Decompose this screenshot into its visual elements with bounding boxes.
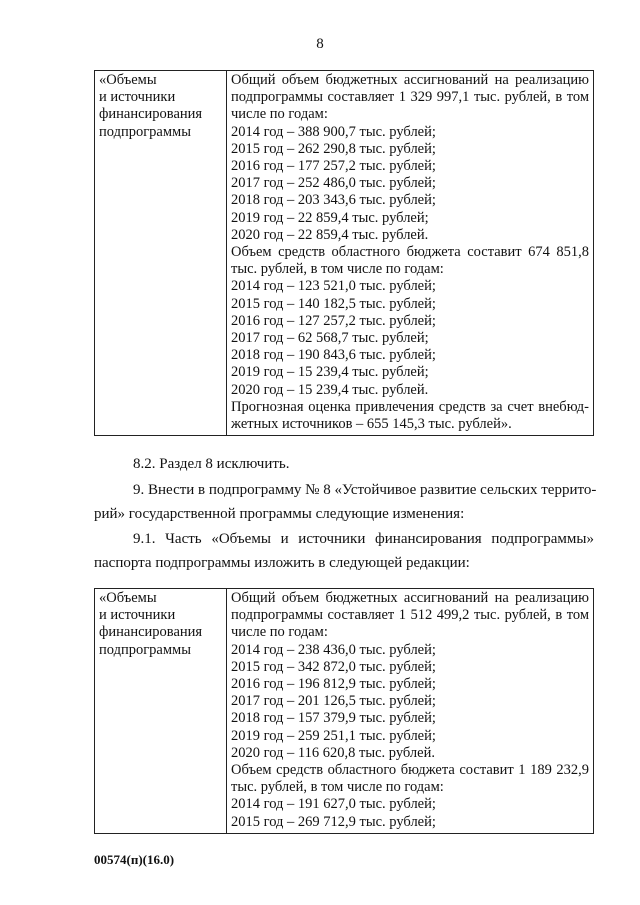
value-line: подпрограммы составляет 1 512 499,2 тыс. рублей, в том [231,607,589,624]
value-line: Прогнозная оценка привлечения средств за счет внебюд- [231,398,589,415]
label-line: и источники [99,607,176,624]
page-number: 8 [316,36,324,52]
table-row [95,589,594,834]
value-line: 2018 год – 157 379,9 тыс. рублей; [231,710,436,727]
value-line: тыс. рублей, в том числе по годам: [231,779,444,796]
value-line: 2014 год – 388 900,7 тыс. рублей; [231,123,436,140]
funding-label-cell [95,589,227,834]
value-line: 2018 год – 203 343,6 тыс. рублей; [231,192,436,209]
funding-value-cell [227,71,594,436]
label-line: «Объемы [99,590,157,606]
label-line: «Объемы [99,72,157,88]
value-line: 2020 год – 116 620,8 тыс. рублей. [231,744,435,761]
value-line: Общий объем бюджетных ассигнований на реализацию [231,72,589,88]
value-line: 2020 год – 15 239,4 тыс. рублей. [231,381,429,398]
document-code: 00574(п)(16.0) [94,852,175,867]
label-line: подпрограммы [99,123,191,140]
value-line: числе по годам: [231,624,328,641]
value-line: 2018 год – 190 843,6 тыс. рублей; [231,347,436,364]
value-line: 2019 год – 259 251,1 тыс. рублей; [231,727,436,744]
label-line: подпрограммы [99,641,191,658]
value-line: Общий объем бюджетных ассигнований на реализацию [231,590,589,606]
label-line: финансирования [99,106,203,123]
paragraph-9-1-line-2: паспорта подпрограммы изложить в следующей редакции: [94,555,470,571]
value-line: 2017 год – 252 486,0 тыс. рублей; [231,175,436,192]
funding-table-new [94,588,594,834]
value-line: 2014 год – 123 521,0 тыс. рублей; [231,278,436,295]
value-line: 2014 год – 238 436,0 тыс. рублей; [231,641,436,658]
funding-label-cell [95,71,227,436]
value-line: 2019 год – 22 859,4 тыс. рублей; [231,209,429,226]
paragraph-9-line-1: 9. Внести в подпрограмму № 8 «Устойчивое развитие сельских террито- [133,482,597,498]
paragraph-8-2: 8.2. Раздел 8 исключить. [133,456,290,472]
paragraph-9-1-line-1: 9.1. Часть «Объемы и источники финансирования подпрограммы» [133,531,594,547]
paragraph-9-line-2: рий» государственной программы следующие изменения: [94,506,465,522]
value-line: 2015 год – 140 182,5 тыс. рублей; [231,295,436,312]
label-line: финансирования [99,624,203,641]
value-line: 2017 год – 201 126,5 тыс. рублей; [231,693,436,710]
value-line: 2019 год – 15 239,4 тыс. рублей; [231,364,429,381]
value-line: 2017 год – 62 568,7 тыс. рублей; [231,330,429,347]
value-line: 2015 год – 342 872,0 тыс. рублей; [231,658,436,675]
value-line: 2014 год – 191 627,0 тыс. рублей; [231,796,436,813]
table-row [95,71,594,436]
value-line: 2016 год – 196 812,9 тыс. рублей; [231,676,436,693]
value-line: тыс. рублей, в том числе по годам: [231,261,444,278]
funding-value-cell [227,589,594,834]
value-line: 2016 год – 127 257,2 тыс. рублей; [231,312,436,329]
value-line: Объем средств областного бюджета составит 674 851,8 [231,244,589,261]
value-line: Объем средств областного бюджета составит 1 189 232,9 [231,762,589,779]
value-line: 2015 год – 269 712,9 тыс. рублей; [231,813,436,830]
funding-table-current [94,70,594,436]
label-line: и источники [99,89,176,106]
value-line: 2015 год – 262 290,8 тыс. рублей; [231,140,436,157]
value-line: жетных источников – 655 145,3 тыс. рублей». [231,416,512,433]
value-line: 2016 год – 177 257,2 тыс. рублей; [231,158,436,175]
value-line: 2020 год – 22 859,4 тыс. рублей. [231,226,429,243]
value-line: подпрограммы составляет 1 329 997,1 тыс. рублей, в том [231,89,589,106]
value-line: числе по годам: [231,106,328,123]
